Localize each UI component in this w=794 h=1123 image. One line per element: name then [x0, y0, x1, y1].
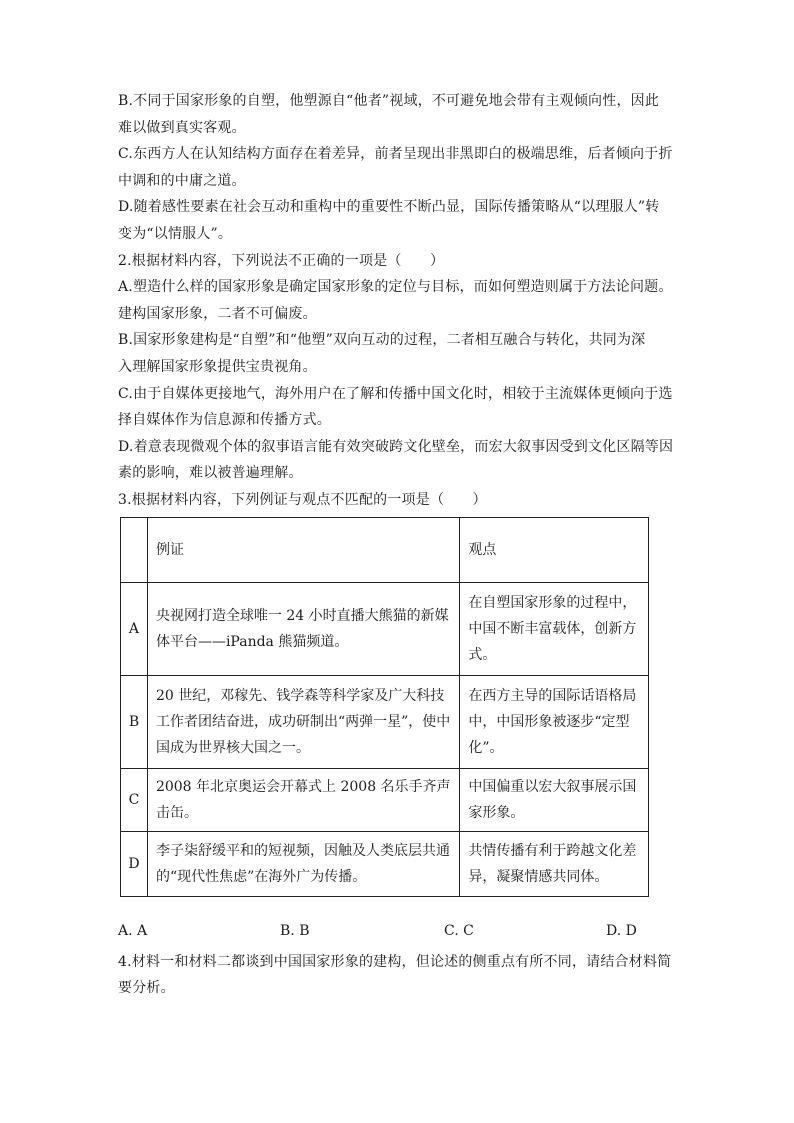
row-view: 共情传播有利于跨越文化差异，凝聚情感共同体。	[460, 831, 649, 896]
q2-option-a-line2: 建构国家形象，二者不可偏废。	[118, 305, 317, 322]
row-example: 央视网打造全球唯一 24 小时直播大熊猫的新媒体平台——iPanda 熊猫频道。	[147, 582, 459, 675]
answer-choice-c: C. C	[444, 922, 474, 939]
document-page	[118, 88, 678, 1002]
row-label: A	[121, 582, 148, 675]
q3-stem: 3.根据材料内容，下列例证与观点不匹配的一项是（ ）	[118, 491, 487, 508]
header-label-cell	[121, 517, 148, 582]
q1-option-c-line2: 中调和的中庸之道。	[118, 172, 246, 189]
q3-answer-choices	[118, 923, 678, 949]
q2-option-d-line2: 素的影响，难以被普遍理解。	[118, 465, 303, 482]
answer-choice-d: D. D	[606, 922, 637, 939]
row-label: D	[121, 831, 148, 896]
row-view: 在自塑国家形象的过程中，中国不断丰富载体，创新方式。	[460, 582, 649, 675]
q4-stem-line2: 要分析。	[118, 980, 175, 997]
answer-choice-b: B. B	[280, 922, 310, 939]
row-view: 中国偏重以宏大叙事展示国家形象。	[460, 768, 649, 831]
table-row	[121, 831, 649, 896]
q2-option-b-line1: B.国家形象建构是“自塑”和“他塑”双向互动的过程，二者相互融合与转化，共同为深	[118, 332, 646, 349]
q1-option-d-line1: D.随着感性要素在社会互动和重构中的重要性不断凸显，国际传播策略从“以理服人”转	[118, 199, 660, 216]
header-example-cell: 例证	[147, 517, 459, 582]
q3-table	[120, 517, 649, 897]
q4-stem-line1: 4.材料一和材料二都谈到中国国家形象的建构，但论述的侧重点有所不同，请结合材料简	[118, 953, 672, 970]
q2-option-c-line1: C.由于自媒体更接地气，海外用户在了解和传播中国文化时，相较于主流媒体更倾向于选	[118, 385, 673, 402]
row-example: 2008 年北京奥运会开幕式上 2008 名乐手齐声击缶。	[147, 768, 459, 831]
row-example: 20 世纪，邓稼先、钱学森等科学家及广大科技工作者团结奋进，成功研制出“两弹一星”，使中国成为世界核大国之一。	[147, 675, 459, 768]
q2-option-d-line1: D.着意表现微观个体的叙事语言能有效突破跨文化壁垒，而宏大叙事因受到文化区隔等因	[118, 438, 674, 455]
row-label: C	[121, 768, 148, 831]
row-example: 李子柒舒缓平和的短视频，因触及人类底层共通的“现代性焦虑”在海外广为传播。	[147, 831, 459, 896]
q1-option-d-line2: 变为“以情服人”。	[118, 225, 233, 242]
q2-option-a-line1: A.塑造什么样的国家形象是确定国家形象的定位与目标，而如何塑造则属于方法论问题。	[118, 279, 673, 296]
q1-option-b-line1: B.不同于国家形象的自塑，他塑源自“他者”视域，不可避免地会带有主观倾向性，因此	[118, 93, 660, 109]
table-row	[121, 768, 649, 831]
q2-option-c-line2: 择自媒体作为信息源和传播方式。	[118, 412, 331, 429]
q2-option-b-line2: 入理解国家形象提供宝贵视角。	[118, 358, 317, 375]
table-row	[121, 582, 649, 675]
row-label: B	[121, 675, 148, 768]
row-view: 在西方主导的国际话语格局中，中国形象被逐步“定型化”。	[460, 675, 649, 768]
answer-choice-a: A. A	[118, 922, 148, 939]
table-row	[121, 675, 649, 768]
q1-option-b-line2: 难以做到真实客观。	[118, 119, 246, 136]
header-view-cell: 观点	[460, 517, 649, 582]
table-header-row	[121, 517, 649, 582]
q1-option-c-line1: C.东西方人在认知结构方面存在着差异，前者呈现出非黑即白的极端思维，后者倾向于折	[118, 146, 673, 163]
q2-stem: 2.根据材料内容，下列说法不正确的一项是（ ）	[118, 252, 445, 269]
